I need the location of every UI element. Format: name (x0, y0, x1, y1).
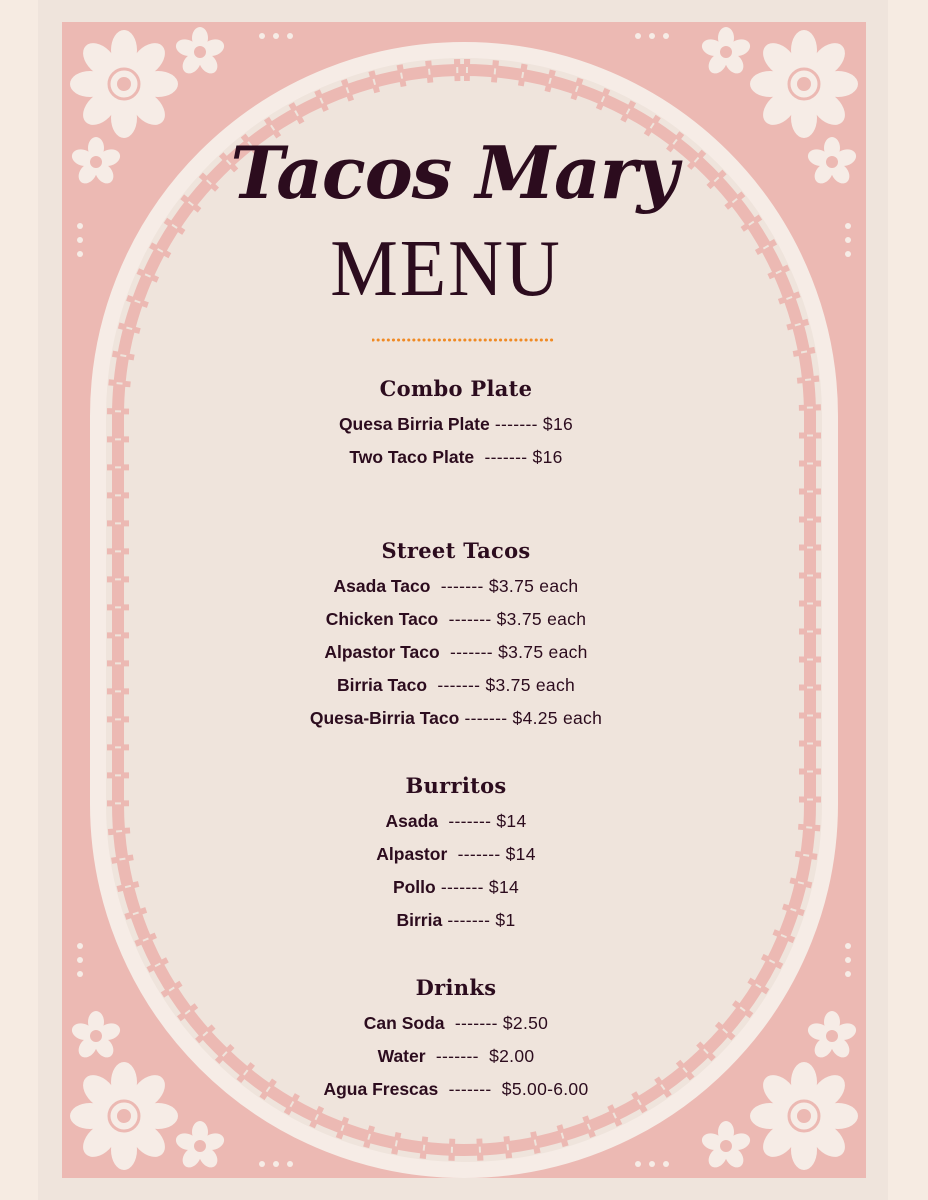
dotted-divider (372, 337, 554, 343)
item-price: ------- $16 (489, 414, 574, 434)
section-combo-plate (120, 375, 808, 474)
menu-item (112, 636, 800, 669)
menu-item (112, 702, 800, 735)
menu-item (112, 1007, 800, 1040)
item-price: ------- $14 (447, 844, 536, 864)
menu-content (120, 0, 808, 1200)
section-heading: Burritos (405, 773, 507, 798)
menu-item (112, 570, 800, 603)
item-name: Birria Taco (336, 675, 428, 695)
item-name: Birria (396, 910, 443, 930)
section-burritos (120, 772, 808, 937)
item-price: ------- $16 (474, 447, 563, 467)
item-name: Alpastor Taco (324, 642, 440, 662)
item-name: Chicken Taco (325, 609, 439, 629)
item-name: Asada (385, 811, 439, 831)
menu-item (112, 1040, 800, 1073)
item-price: ------- $3.75 each (427, 675, 576, 695)
menu-item (112, 441, 800, 474)
item-price: ------- $14 (438, 811, 527, 831)
item-name: Quesa-Birria Taco (309, 708, 460, 728)
menu-item (112, 408, 800, 441)
item-price: ------- $14 (435, 877, 520, 897)
item-name: Can Soda (363, 1013, 445, 1033)
section-heading: Street Tacos (381, 538, 531, 563)
menu-item (112, 603, 800, 636)
menu-item (112, 669, 800, 702)
item-price: ------- $1 (442, 910, 516, 930)
item-name: Agua Frescas (323, 1079, 439, 1099)
section-street-tacos (120, 537, 808, 735)
item-price: ------- $4.25 each (459, 708, 603, 728)
item-price: ------- $5.00-6.00 (438, 1079, 589, 1099)
restaurant-title: Tacos Mary (230, 130, 678, 215)
menu-item (112, 1073, 800, 1106)
section-heading: Drinks (415, 975, 497, 1000)
item-name: Two Taco Plate (349, 447, 475, 467)
item-price: ------- $3.75 each (438, 609, 587, 629)
item-name: Quesa Birria Plate (338, 414, 490, 434)
menu-heading: MENU (330, 225, 562, 313)
item-price: ------- $2.00 (425, 1046, 535, 1066)
item-price: ------- $2.50 (444, 1013, 549, 1033)
item-name: Water (377, 1046, 426, 1066)
item-name: Pollo (392, 877, 436, 897)
item-name: Asada Taco (333, 576, 431, 596)
menu-item (112, 805, 800, 838)
section-heading: Combo Plate (379, 376, 533, 401)
item-price: ------- $3.75 each (430, 576, 579, 596)
item-name: Alpastor (376, 844, 448, 864)
menu-item (112, 871, 800, 904)
item-price: ------- $3.75 each (439, 642, 588, 662)
section-drinks (120, 974, 808, 1106)
menu-item (112, 904, 800, 937)
menu-item (112, 838, 800, 871)
